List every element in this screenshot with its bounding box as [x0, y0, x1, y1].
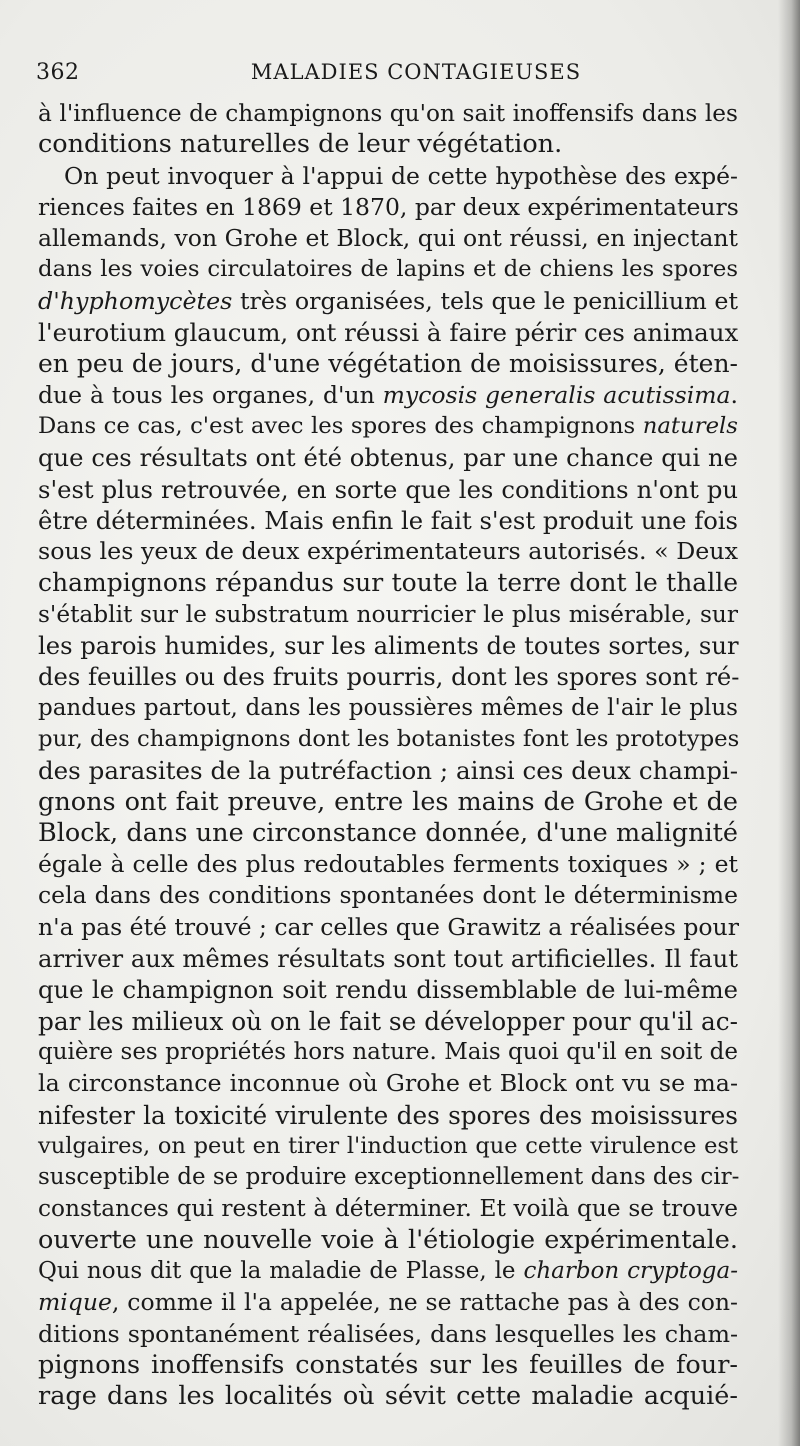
running-title: MALADIES CONTAGIEUSES [250, 60, 582, 84]
text-line: On peut invoquer à l'appui de cette hypothèse des expé- [64, 161, 738, 190]
body-text [38, 98, 738, 1412]
text-line: sous les yeux de deux expérimentateurs autorisés. « Deux [38, 537, 738, 566]
text-line: par les milieux où on le fait se développer pour qu'il ac- [38, 1006, 738, 1036]
text-line: mique, comme il l'a appelée, ne se rattache pas à des con- [38, 1288, 738, 1317]
text-line: être déterminées. Mais enfin le fait s'est produit une fois [38, 505, 738, 535]
text-line: Qui nous dit que la maladie de Plasse, le charbon cryptoga- [38, 1257, 738, 1284]
text-line: des feuilles ou des fruits pourris, dont les spores sont ré- [38, 662, 740, 692]
text-line: pignons inoffensifs constatés sur les feuilles de four- [38, 1349, 738, 1380]
text-line: nifester la toxicité virulente des spores des moisissures [38, 1100, 738, 1130]
text-line: à l'influence de champignons qu'on sait inoffensifs dans les [38, 100, 738, 127]
text-line: ouverte une nouvelle voie à l'étiologie expérimentale. [38, 1224, 738, 1255]
text-line: Block, dans une circonstance donnée, d'une malignité [38, 817, 738, 848]
text-line: s'est plus retrouvée, en sorte que les conditions n'ont pu [38, 474, 738, 504]
text-line: pandues partout, dans les poussières mêmes de l'air le plus [38, 694, 738, 721]
text-line: riences faites en 1869 et 1870, par deux expérimentateurs [38, 192, 739, 221]
page-header [36, 60, 756, 90]
text-line: s'établit sur le substratum nourricier le plus misérable, sur [38, 600, 738, 628]
text-line: allemands, von Grohe et Block, qui ont réussi, en injectant [38, 224, 738, 253]
text-line: quière ses propriétés hors nature. Mais quoi qu'il en soit de [38, 1038, 738, 1065]
text-line: la circonstance inconnue où Grohe et Block ont vu se ma- [38, 1069, 738, 1098]
text-line: rage dans les localités où sévit cette maladie acquié- [38, 1381, 738, 1412]
text-line: ditions spontanément réalisées, dans lesquelles les cham- [38, 1319, 738, 1348]
text-line: l'eurotium glaucum, ont réussi à faire périr ces animaux [38, 318, 739, 348]
text-line: en peu de jours, d'une végétation de moisissures, éten- [38, 349, 738, 379]
text-line: que ces résultats ont été obtenus, par une chance qui ne [38, 443, 738, 473]
text-line: des parasites de la putréfaction ; ainsi ces deux champi- [38, 756, 738, 786]
text-line: due à tous les organes, d'un mycosis generalis acutissima. [38, 380, 738, 409]
text-line: constances qui restent à déterminer. Et voilà que se trouve [38, 1195, 738, 1223]
text-line: pur, des champignons dont les botanistes font les prototypes [38, 725, 740, 752]
text-line: que le champignon soit rendu dissemblable de lui-même [38, 975, 738, 1005]
text-line: cela dans des conditions spontanées dont le déterminisme [38, 881, 738, 910]
text-line: dans les voies circulatoires de lapins et de chiens les spores [38, 256, 738, 283]
text-line: d'hyphomycètes très organisées, tels que le penicillium et [38, 286, 738, 315]
text-line: gnons ont fait preuve, entre les mains de Grohe et de [38, 786, 738, 817]
text-line: champignons répandus sur toute la terre dont le thalle [38, 568, 738, 598]
text-line: conditions naturelles de leur végétation. [38, 129, 563, 160]
page-number: 362 [36, 60, 80, 85]
text-line: arriver aux mêmes résultats sont tout artificielles. Il faut [38, 944, 738, 974]
text-line: Dans ce cas, c'est avec les spores des champignons naturels [38, 412, 738, 439]
text-line: vulgaires, on peut en tirer l'induction que cette virulence est [38, 1132, 738, 1159]
text-line: n'a pas été trouvé ; car celles que Grawitz a réalisées pour [38, 912, 739, 941]
text-line: susceptible de se produire exceptionnellement dans des cir- [38, 1164, 740, 1191]
text-line: égale à celle des plus redoutables ferments toxiques » ; et [38, 850, 738, 879]
page-binding-shadow [778, 0, 800, 1446]
text-line: les parois humides, sur les aliments de toutes sortes, sur [38, 631, 739, 661]
